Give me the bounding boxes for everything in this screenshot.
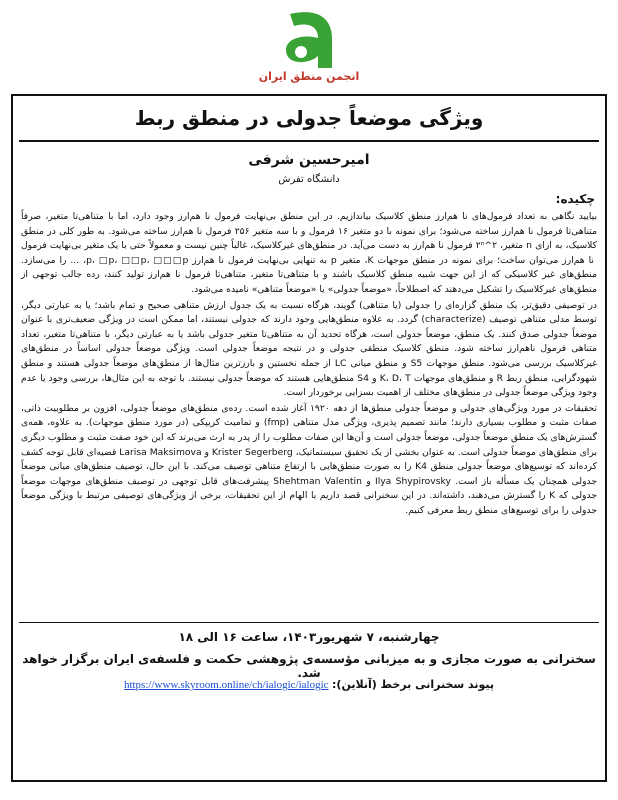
society-name: انجمن منطق ایران — [258, 70, 360, 83]
page-title: ویژگی موضعاً جدولی در منطق ربط — [134, 106, 484, 130]
event-datetime: چهارشنبه، ۷ شهریور۱۴۰۳، ساعت ۱۶ الی ۱۸ — [178, 630, 440, 644]
abstract-heading: چکیده: — [555, 192, 595, 206]
abstract-paragraph-3: تحقیقات در مورد ویژگی‌های جدولی و موضعاً جدولی منطق‌ها از دهه ۱۹۲۰ آغاز شده است. رده‌ی منطق‌های موضعاً جدولی، افزون بر مطلوبیت ذاتی، صفات مثبت و مطلوب بسیاری دارند؛ مانند تصمیم پذیری، ویژگی مدل متناهی (fmp) و تمامیت کریپکی (در مورد منطق موجهات). به علاوه، همه‌ی گسترش‌های یک منطق موضعاً جدولی، موضعاً جدولی است و آن‌ها این صفات مطلوب را از پدر به ارث می‌برند که این خود صفت مثبت و مطلوب دیگری برای منطق‌های موضعاً جدولی است. به عنوان بخشی از یک تحقیق سیستماتیک، Krister Segerberg و Larisa Maksimova قضیه‌ای قابل توجه کشف کرده‌اند که توسیع‌های موضعاً جدولی منطق K4 را به صورت منطق‌هایی با ارتفاع متناهی توصیف می‌کند. با این حال، توصیف منطق‌های میانی موضعاً جدولی همچنان یک مسأله باز است. Ilya Shypirovsky و Shehtman Valentin پیشرفت‌های قابل توجهی در توصیف منطق‌های موجهات موضعاً جدولی که K را گسترش می‌دهند، داشته‌اند. در این سخنرانی قصد داریم با الهام از این تحقیقات، برخی از ویژگی‌های توصیفی مرتبط با ویژگی موضعاً جدولی را برای توسیع‌های منطق ربط معرفی کنیم. — [21, 402, 598, 516]
event-note: سخنرانی به صورت مجازی و به میزبانی مؤسسه‌ی پژوهشی حکمت و فلسفه‌ی ایران برگزار خواهد شد. — [22, 652, 596, 680]
logo-leaf-shape — [286, 12, 332, 68]
title-divider — [19, 140, 599, 142]
abstract-frame — [11, 94, 607, 782]
affiliation: دانشگاه تفرش — [278, 174, 340, 185]
abstract-body — [21, 210, 597, 519]
link-row — [13, 678, 605, 691]
abstract-paragraph-1: بیایید نگاهی به تعداد فرمول‌های نا هم‌ارز منطق کلاسیک بیاندازیم. در این منطق بی‌نهایت فرمول نا هم‌ارز وجود دارد، اما با متناهی‌تا متغیر، صرفاً متناهی‌تا فرمول نا هم‌ارز ساخته می‌شود؛ برای نمونه با دو متغیر ۱۶ فرمول و با سه متغیر ۲۵۶ فرمول نا هم‌ارز ساخته می‌شود. به طور کلی در منطق کلاسیک، به ازای n متغیر، ۲^۲ⁿ فرمول نا هم‌ارز به دست می‌آید. در منطق‌های غیرکلاسیک، غالباً چنین نیست و معمولاً حتی با یک متغیر بی‌نهایت فرمول نا هم‌ارز می‌توان ساخت؛ برای نمونه در منطق موجهات K، متغیر p به تنهایی بی‌نهایت فرمول نا هم‌ارز p، □p، □□p، □□□p، ... را می‌سازد. منطق‌های غیر کلاسیکی که از این جهت شبیه منطق کلاسیک باشند و با متناهی‌تا متغیر، متناهی‌تا فرمول نا هم‌ارز تولید کنند، رده جالب توجهی از منطق‌های غیرکلاسیک را تشکیل می‌دهند که اصطلاحاً، «موضعاً جدولی» یا «موضعاً متناهی» نامیده می‌شود. — [21, 211, 597, 295]
author-name: امیرحسین شرفی — [248, 152, 370, 168]
lecture-link[interactable]: https://www.skyroom.online/ch/ialogic/ialogic — [123, 679, 329, 691]
link-label: پیوند سخنرانی برخط (آنلاین): — [332, 678, 495, 691]
abstract-paragraph-2: در توصیفی دقیق‌تر، یک منطق گزاره‌ای را جدولی (یا متناهی) گویند، هرگاه نسبت به یک جدول ارزش متناهی صحیح و تمام باشد؛ یا به عبارتی دیگر، توسط مدلی متناهی توصیف (characterize) گردد. به علاوه منطق‌هایی وجود دارند که جدولی نیستند، اما ممکن است در ویژگی ضعیف‌تری با عنوان موضعاً جدولی صدق کنند. یک منطق، موضعاً جدولی است، هرگاه تحدید آن به متناهی‌تا متغیر جدولی باشد یا به عبارتی دیگر، با متناهی‌تا متغیر، تعداد متناهی فرمول ناهم‌ارز ساخته شود. منطق کلاسیک منطقی جدولی و در نتیجه موضعاً جدولی است. ویژگی موضعاً جدولی اساساً در منطق‌های غیرکلاسیک بررسی می‌شود. منطق موجهات S5 و منطق میانی LC از جمله نخستین و بارزترین مثال‌ها از منطق‌های موضعاً جدولی هستند و منطق شهودگرایی، منطق ربط R و منطق‌های موجهات K، D، T و S4 منطق‌هایی هستند که موضعاً جدولی نیستند. با توجه به این مثال‌ها، بررسی وجود یا عدم وجود ویژگی موضعاً جدولی در منطق‌های مختلف از اهمیت بسزایی برخوردار است. — [21, 299, 598, 399]
footer-divider — [19, 622, 599, 623]
logo-dot — [295, 46, 307, 58]
